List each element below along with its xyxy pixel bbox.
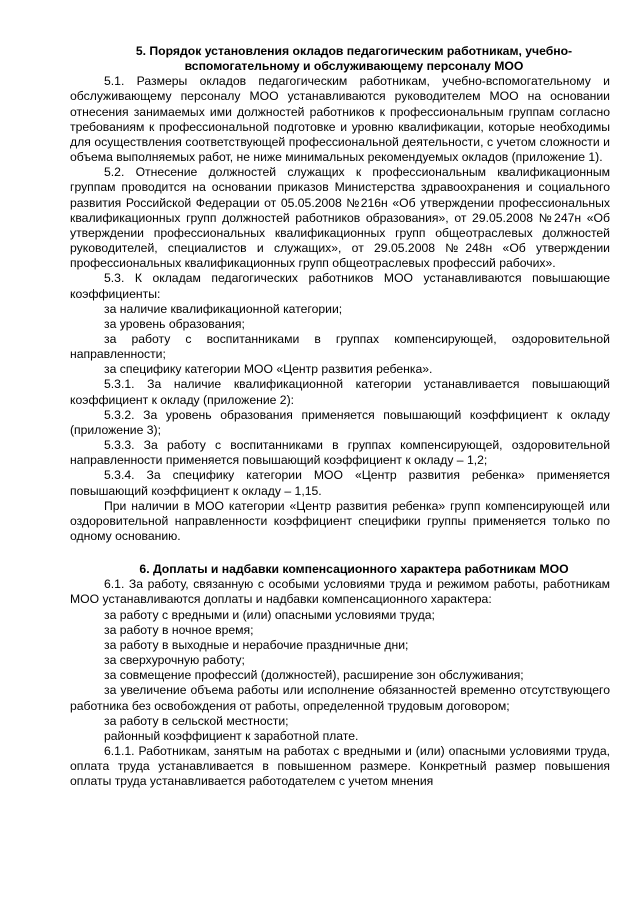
section-spacer bbox=[70, 544, 610, 562]
paragraph-6-1-1: 6.1.1. Работникам, занятым на работах с вредными и (или) опасными условиями труда, оплата труда устанавливается в повышенном размере. Конкретный размер повышения оплаты труда устанавливается работодателем с учетом мнения bbox=[70, 744, 610, 789]
list-item-rural-area: за работу в сельской местности; bbox=[104, 713, 289, 728]
list-item-overtime: за сверхурочную работу; bbox=[104, 653, 245, 668]
paragraph-5-note: При наличии в МОО категории «Центр развития ребенка» групп компенсирующей или оздоровительной направленности коэффициент специфики группы применяется только по одному основанию. bbox=[70, 498, 610, 543]
paragraph-6-1: 6.1. За работу, связанную с особыми условиями труда и режимом работы, работникам МОО устанавливаются доплаты и надбавки компенсационного характера: bbox=[70, 577, 610, 607]
list-item-compensating-groups: за работу с воспитанниками в группах компенсирующей, оздоровительной направленности; bbox=[70, 331, 610, 362]
section-5-heading: 5. Порядок установления окладов педагогическим работникам, учебно-вспомогательному и обслуживающему персоналу МОО bbox=[135, 44, 573, 74]
paragraph-5-2: 5.2. Отнесение должностей служащих к профессиональным квалификационным группам проводится на основании приказов Министерства здравоохранения и социального развития Российской Федерации от 05.05.2008 №216н «Об утверждении профессиональных квалификационных групп должностей работников образования», от 29.05.2008 №247н «Об утверждении профессиональных квалификационных групп общеотраслевых должностей руководителей, специалистов и служащих», от 29.05.2008 №248н «Об утверждении профессиональных квалификационных групп общеотраслевых профессий рабочих». bbox=[70, 165, 610, 271]
paragraph-5-3-4: 5.3.4. За специфику категории МОО «Центр развития ребенка» применяется повышающий коэффициент к окладу – 1,15. bbox=[70, 468, 610, 498]
paragraph-5-3-2: 5.3.2. За уровень образования применяется повышающий коэффициент к окладу (приложение 3); bbox=[70, 407, 610, 437]
paragraph-5-3-3: 5.3.3. За работу с воспитанниками в группах компенсирующей, оздоровительной направленности применяется повышающий коэффициент к окладу – 1,2; bbox=[70, 438, 610, 468]
list-item-holiday-work: за работу в выходные и нерабочие праздничные дни; bbox=[104, 637, 409, 652]
list-item-education: за уровень образования; bbox=[104, 316, 245, 331]
list-item-category-specifics: за специфику категории МОО «Центр развития ребенка». bbox=[104, 362, 433, 377]
paragraph-5-3-1: 5.3.1. За наличие квалификационной категории устанавливается повышающий коэффициент к окладу (приложение 2): bbox=[70, 377, 610, 407]
list-item-increased-workload: за увеличение объема работы или исполнение обязанностей временно отсутствующего работника без освобождения от работы, определенной трудовым договором; bbox=[70, 683, 610, 713]
paragraph-5-1: 5.1. Размеры окладов педагогическим работникам, учебно-вспомогательному и обслуживающему персоналу МОО устанавливаются руководителем МОО на основании отнесения занимаемых ими должностей работников к профессиональным группам согласно требованиям к профессиональной подготовке и уровню квалификации, которые необходимы для осуществления соответствующей профессиональной деятельности, с учетом сложности и объема выполняемых работ, не ниже минимальных рекомендуемых окладов (приложение 1). bbox=[70, 74, 610, 165]
list-item-harmful-conditions: за работу с вредными и (или) опасными условиями труда; bbox=[104, 607, 435, 622]
section-6-heading: 6. Доплаты и надбавки компенсационного характера работникам МОО bbox=[139, 562, 569, 577]
list-item-combination: за совмещение профессий (должностей), расширение зон обслуживания; bbox=[104, 668, 524, 683]
list-item-regional-coefficient: районный коэффициент к заработной плате. bbox=[104, 728, 359, 743]
paragraph-5-3: 5.3. К окладам педагогических работников МОО устанавливаются повышающие коэффициенты: bbox=[70, 271, 610, 301]
list-item-qualification: за наличие квалификационной категории; bbox=[104, 301, 343, 316]
list-item-night-work: за работу в ночное время; bbox=[104, 622, 254, 637]
document-content bbox=[70, 44, 610, 790]
